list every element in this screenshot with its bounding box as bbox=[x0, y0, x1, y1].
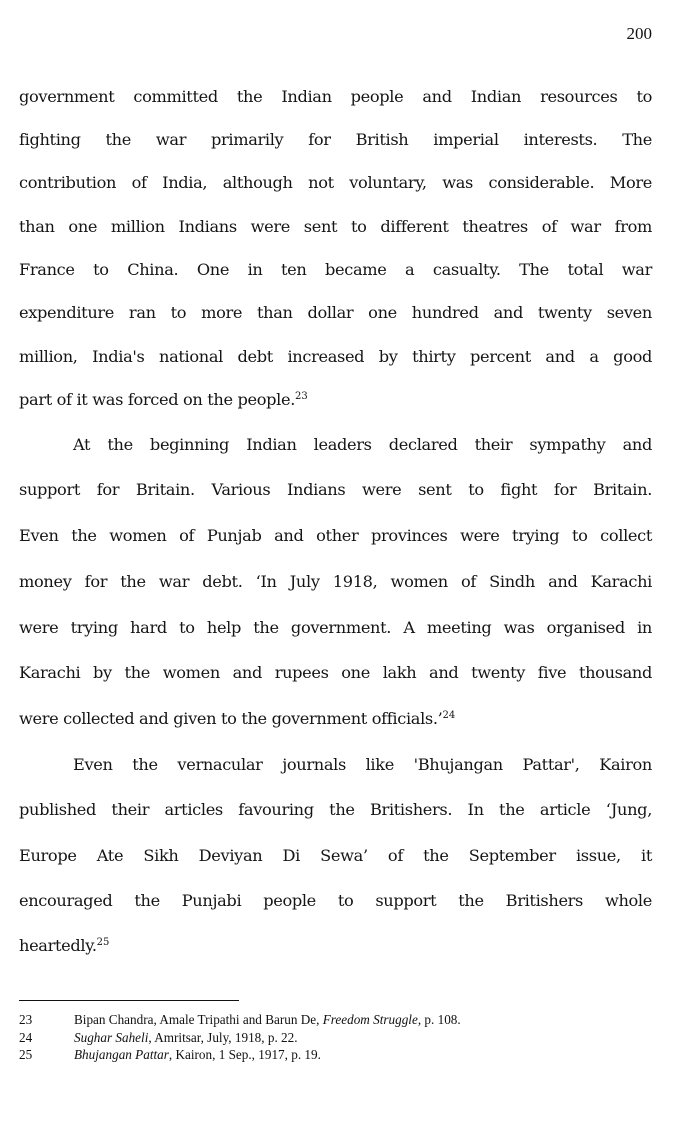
text-line: were trying hard to help the government. A meeting was organised in bbox=[19, 618, 652, 637]
footnote-text bbox=[74, 1011, 461, 1029]
page-number: 200 bbox=[626, 24, 652, 43]
text-line: money for the war debt. ‘In July 1918, women of Sindh and Karachi bbox=[19, 572, 652, 591]
footnote-25 bbox=[19, 1046, 619, 1064]
text-line: million, India's national debt increased by thirty percent and a good bbox=[19, 347, 652, 366]
text-line: France to China. One in ten became a casualty. The total war bbox=[19, 260, 652, 279]
text-line: fighting the war primarily for British imperial interests. The bbox=[19, 130, 652, 149]
footnote-24 bbox=[19, 1029, 619, 1047]
footnote-ref-25[interactable]: 25 bbox=[96, 937, 110, 948]
footnote-details: , Amritsar, July, 1918, p. 22. bbox=[148, 1029, 298, 1045]
footnote-author: Bipan Chandra, Amale Tripathi and Barun De, bbox=[74, 1012, 323, 1027]
text-line: contribution of India, although not voluntary, was considerable. More bbox=[19, 173, 652, 192]
footnote-text bbox=[74, 1029, 298, 1047]
footnote-number: 24 bbox=[19, 1029, 33, 1045]
footnote-title: Bhujangan Pattar bbox=[74, 1047, 169, 1062]
text-line: expenditure ran to more than dollar one hundred and twenty seven bbox=[19, 303, 652, 322]
text-line: support for Britain. Various Indians were sent to fight for Britain. bbox=[19, 480, 652, 499]
text-line-content: were collected and given to the government officials.’ bbox=[19, 709, 443, 728]
text-line-content: heartedly. bbox=[19, 936, 97, 955]
text-line: Even the vernacular journals like 'Bhujangan Pattar', Kairon bbox=[73, 755, 652, 774]
text-line: Europe Ate Sikh Deviyan Di Sewa’ of the September issue, it bbox=[19, 846, 652, 865]
text-line: published their articles favouring the Britishers. In the article ‘Jung, bbox=[19, 800, 652, 819]
text-line bbox=[19, 708, 652, 730]
text-line: encouraged the Punjabi people to support the Britishers whole bbox=[19, 891, 652, 910]
footnote-details: , Kairon, 1 Sep., 1917, p. 19. bbox=[168, 1047, 321, 1062]
footnote-ref-23[interactable]: 23 bbox=[295, 391, 308, 402]
footnote-text bbox=[74, 1046, 321, 1064]
footnotes bbox=[19, 1011, 619, 1064]
text-line: Even the women of Punjab and other provinces were trying to collect bbox=[19, 526, 652, 545]
footnote-23 bbox=[19, 1011, 619, 1029]
text-line: Karachi by the women and rupees one lakh and twenty five thousand bbox=[19, 663, 652, 682]
footnote-title: Sughar Saheli bbox=[74, 1029, 149, 1045]
footnote-number: 25 bbox=[19, 1047, 33, 1062]
text-line-content: part of it was forced on the people. bbox=[19, 390, 296, 409]
footnote-details: , p. 108. bbox=[417, 1012, 461, 1027]
text-line: than one million Indians were sent to different theatres of war from bbox=[19, 217, 652, 236]
footnote-ref-24[interactable]: 24 bbox=[442, 710, 456, 721]
text-line: government committed the Indian people and Indian resources to bbox=[19, 87, 652, 106]
text-line bbox=[19, 389, 652, 411]
footnote-title: Freedom Struggle bbox=[322, 1012, 418, 1027]
text-line: At the beginning Indian leaders declared their sympathy and bbox=[73, 435, 652, 454]
footnote-number: 23 bbox=[19, 1012, 33, 1027]
footnote-separator bbox=[19, 1000, 239, 1001]
text-line bbox=[19, 935, 652, 957]
